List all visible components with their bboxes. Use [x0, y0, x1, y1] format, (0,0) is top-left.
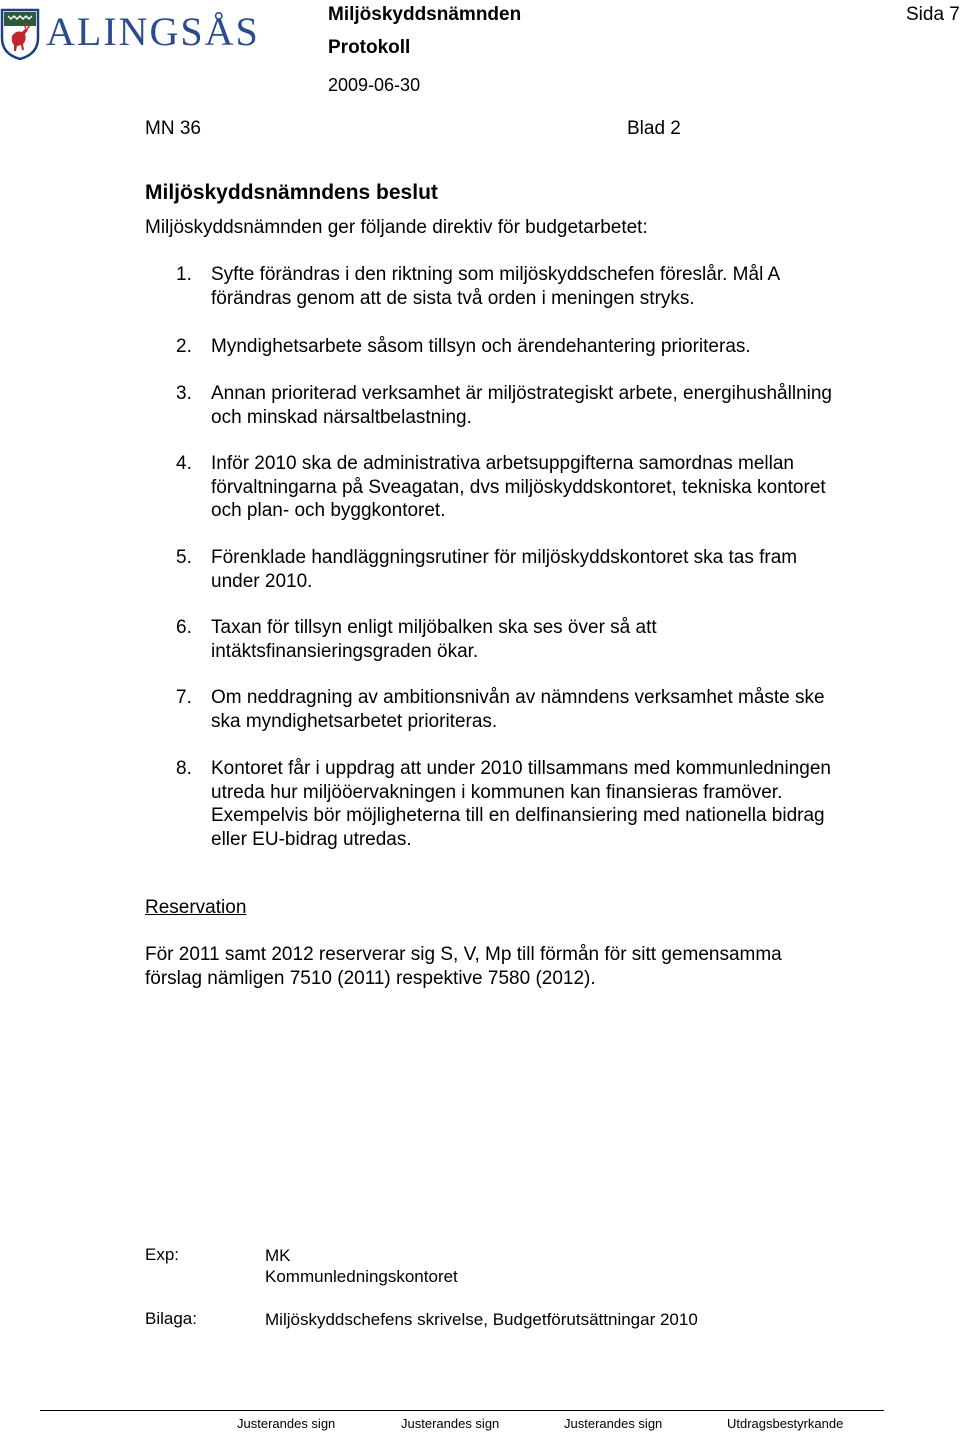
directive-number: 1. — [176, 264, 192, 285]
coat-of-arms-icon — [0, 8, 40, 60]
directive-number: 3. — [176, 383, 192, 404]
footer-sign-field: Justerandes sign — [401, 1416, 500, 1431]
document-type: Protokoll — [328, 37, 411, 58]
attachment-value: Miljöskyddschefens skrivelse, Budgetförutsättningar 2010 — [265, 1310, 698, 1329]
exp-recipients: MK Kommunledningskontoret — [265, 1246, 458, 1286]
directive-text: Syfte förändras i den riktning som miljöskyddschefen föreslår. Mål A förändras genom att de sista två orden i meningen stryks. — [211, 264, 781, 309]
exp-label: Exp: — [145, 1245, 180, 1264]
directive-number: 2. — [176, 336, 192, 357]
directive-text: Annan prioriterad verksamhet är miljöstrategiskt arbete, energihushållning och minskad närsaltbelastning. — [211, 383, 832, 428]
footer-certification-field: Utdragsbestyrkande — [727, 1416, 844, 1431]
page-number: Sida 7 — [906, 4, 960, 25]
directive-number: 6. — [176, 617, 192, 638]
directive-text: Kontoret får i uppdrag att under 2010 tillsammans med kommunledningen utreda hur miljööervakningen i kommunen kan finansieras framöver. Exempelvis bör möjligheterna till en delfinansiering med nationella bidrag eller EU-bidrag utredas. — [211, 758, 831, 850]
footer-divider — [40, 1410, 884, 1411]
directive-number: 7. — [176, 687, 192, 708]
municipality-logo — [0, 8, 260, 64]
directive-number: 5. — [176, 547, 192, 568]
directive-number: 4. — [176, 453, 192, 474]
reservation-text: För 2011 samt 2012 reserverar sig S, V, Mp till förmån för sitt gemensamma förslag nämligen 7510 (2011) respektive 7580 (2012). — [145, 944, 782, 989]
footer-sign-field: Justerandes sign — [564, 1416, 663, 1431]
decision-intro: Miljöskyddsnämnden ger följande direktiv för budgetarbetet: — [145, 217, 648, 238]
directive-text: Inför 2010 ska de administrativa arbetsuppgifterna samordnas mellan förvaltningarna på Sveagatan, dvs miljöskyddskontoret, tekniska kontoret och plan- och byggkontoret. — [211, 453, 826, 521]
case-number: MN 36 — [145, 118, 201, 139]
directive-text: Taxan för tillsyn enligt miljöbalken ska ses över så att intäktsfinansieringsgraden ökar. — [211, 617, 657, 662]
committee-name: Miljöskyddsnämnden — [328, 4, 522, 25]
reservation-heading: Reservation — [145, 897, 247, 918]
directive-text: Förenklade handläggningsrutiner för miljöskyddskontoret ska tas fram under 2010. — [211, 547, 798, 592]
sheet-number: Blad 2 — [627, 118, 681, 139]
directive-text: Om neddragning av ambitionsnivån av nämndens verksamhet måste ske ska myndighetsarbetet prioriteras. — [211, 687, 825, 732]
directive-number: 8. — [176, 758, 192, 779]
footer-sign-field: Justerandes sign — [237, 1416, 336, 1431]
decision-heading: Miljöskyddsnämndens beslut — [145, 181, 438, 204]
attachment-label: Bilaga: — [145, 1309, 197, 1328]
logo-wordmark: ALINGSÅS — [46, 9, 260, 54]
meeting-date: 2009-06-30 — [328, 75, 421, 95]
directive-text: Myndighetsarbete såsom tillsyn och ärendehantering prioriteras. — [211, 336, 751, 357]
